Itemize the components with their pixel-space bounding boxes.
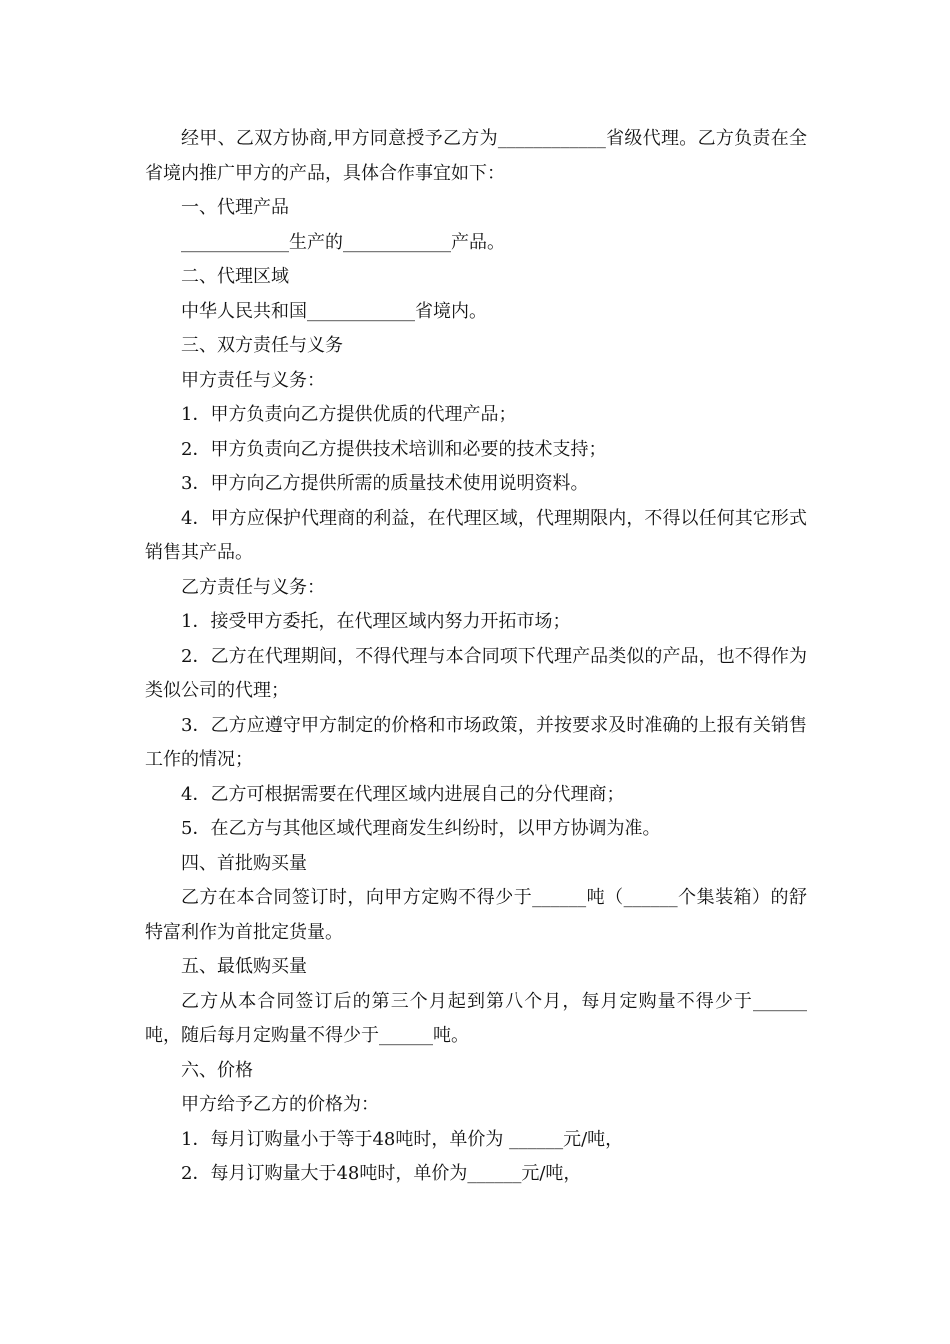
section-heading-minimum-purchase: 五、最低购买量 <box>181 956 307 977</box>
party-a-item: 4．甲方应保护代理商的利益，在代理区域，代理期限内，不得以任何其它形式销售其产品。 <box>145 507 807 563</box>
section-heading-products: 一、代理产品 <box>181 197 289 218</box>
minimum-purchase-clause: 乙方从本合同签订后的第三个月起到第八个月，每月定购量不得少于______吨，随后每月定购量不得少于______吨。 <box>145 990 807 1046</box>
section-heading-region: 二、代理区域 <box>181 266 289 287</box>
section-heading-price: 六、价格 <box>181 1059 253 1081</box>
price-intro: 甲方给予乙方的价格为： <box>181 1094 379 1115</box>
party-a-item: 1．甲方负责向乙方提供优质的代理产品； <box>181 404 517 425</box>
products-clause: ____________生产的____________产品。 <box>181 231 505 253</box>
document-body <box>145 122 807 1192</box>
party-b-item: 2．乙方在代理期间，不得代理与本合同项下代理产品类似的产品，也不得作为类似公司的代理； <box>145 645 807 701</box>
price-item: 2．每月订购量大于48吨时，单价为______元/吨， <box>181 1163 582 1184</box>
party-a-item: 2．甲方负责向乙方提供技术培训和必要的技术支持； <box>181 438 607 460</box>
party-b-item: 3．乙方应遵守甲方制定的价格和市场政策，并按要求及时准确的上报有关销售工作的情况； <box>145 714 807 770</box>
party-b-item: 4．乙方可根据需要在代理区域内进展自己的分代理商； <box>181 783 625 805</box>
section-heading-first-purchase: 四、首批购买量 <box>181 852 307 874</box>
intro-paragraph: 经甲、乙双方协商,甲方同意授予乙方为____________省级代理。乙方负责在全省境内推广甲方的产品，具体合作事宜如下： <box>145 128 807 184</box>
party-b-item: 1．接受甲方委托，在代理区域内努力开拓市场； <box>181 611 571 632</box>
party-b-item: 5．在乙方与其他区域代理商发生纠纷时，以甲方协调为准。 <box>181 818 661 839</box>
region-clause: 中华人民共和国____________省境内。 <box>181 300 487 322</box>
party-a-subheading: 甲方责任与义务： <box>181 369 325 391</box>
price-item: 1．每月订购量小于等于48吨时，单价为 ______元/吨， <box>181 1128 624 1150</box>
party-a-item: 3．甲方向乙方提供所需的质量技术使用说明资料。 <box>181 473 589 494</box>
party-b-subheading: 乙方责任与义务： <box>181 576 325 598</box>
section-heading-obligations: 三、双方责任与义务 <box>181 335 343 356</box>
first-purchase-clause: 乙方在本合同签订时，向甲方定购不得少于______吨（______个集装箱）的舒特富利作为首批定货量。 <box>145 887 807 943</box>
